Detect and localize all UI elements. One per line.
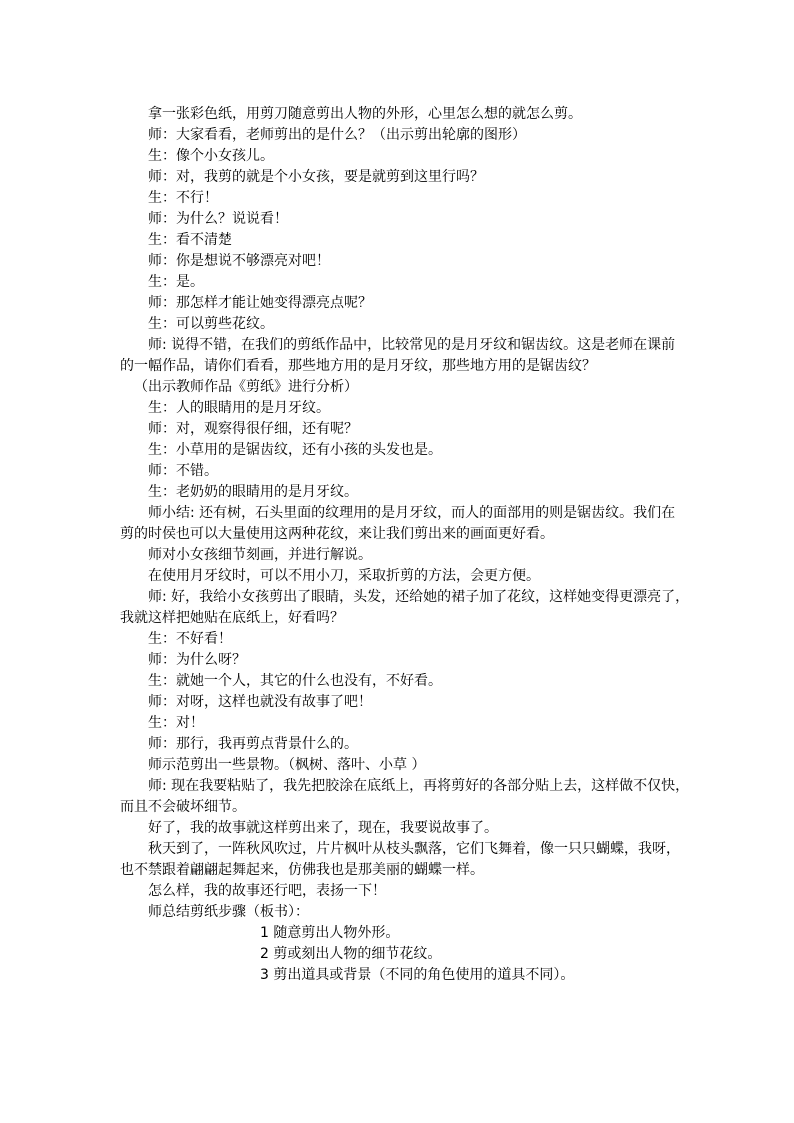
dialogue-line: 师：为什么？说说看！ — [148, 211, 288, 227]
dialogue-line: 生：看不清楚 — [148, 232, 232, 248]
narration-line: 怎么样，我的故事还行吧，表扬一下！ — [148, 883, 386, 899]
paragraph-continuation-line: 而且不会破坏细节。 — [120, 799, 246, 815]
dialogue-line: 生：不行！ — [148, 190, 218, 206]
dialogue-line: 师：那怎样才能让她变得漂亮点呢？ — [148, 295, 372, 311]
intro-line: 拿一张彩色纸，用剪刀随意剪出人物的外形，心里怎么想的就怎么剪。 — [148, 106, 582, 122]
dialogue-line: 师：对，我剪的就是个小女孩，要是就剪到这里行吗？ — [148, 169, 484, 185]
paragraph-first-line: 秋天到了，一阵秋风吹过，片片枫叶从枝头飘落，它们飞舞着，像一只只蝴蝶，我呀， — [148, 841, 680, 857]
step-item: 3 剪出道具或背景（不同的角色使用的道具不同）。 — [260, 967, 575, 983]
lesson-transcript — [120, 104, 690, 986]
dialogue-line: 生：对！ — [148, 715, 204, 731]
paragraph-first-line: 师: 现在我要粘贴了，我先把胶涂在底纸上，再将剪好的各部分贴上去，这样做不仅快， — [148, 778, 690, 794]
narration-line: 师示范剪出一些景物。（枫树、落叶、小草 ） — [148, 757, 426, 773]
analysis-note: （出示教师作品《剪纸》进行分析） — [134, 379, 358, 395]
dialogue-line: 生：可以剪些花纹。 — [148, 316, 274, 332]
step-item: 1 随意剪出人物外形。 — [260, 925, 400, 941]
dialogue-line: 师：那行，我再剪点背景什么的。 — [148, 736, 358, 752]
paragraph-first-line: 师: 说得不错，在我们的剪纸作品中，比较常见的是月牙纹和锯齿纹。这是老师在课前 — [148, 337, 676, 353]
step-item: 2 剪或刻出人物的细节花纹。 — [260, 946, 442, 962]
dialogue-line: 生：是。 — [148, 274, 204, 290]
dialogue-line: 生：不好看！ — [148, 631, 232, 647]
dialogue-line: 师：对呀，这样也就没有故事了吧！ — [148, 694, 372, 710]
dialogue-line: 生：小草用的是锯齿纹，还有小孩的头发也是。 — [148, 442, 442, 458]
dialogue-line: 师：对，观察得很仔细，还有呢？ — [148, 421, 358, 437]
narration-line: 在使用月牙纹时，可以不用小刀，采取折剪的方法，会更方便。 — [148, 568, 540, 584]
paragraph-continuation-line: 我就这样把她贴在底纸上，好看吗？ — [120, 610, 344, 626]
dialogue-line: 生：老奶奶的眼睛用的是月牙纹。 — [148, 484, 358, 500]
paragraph-continuation-line: 剪的时侯也可以大量使用这两种花纹，来让我们剪出来的画面更好看。 — [120, 526, 554, 542]
paragraph-first-line: 师小结: 还有树，石头里面的纹理用的是月牙纹，而人的面部用的则是锯齿纹。我们在 — [148, 505, 676, 521]
dialogue-line: 生：像个小女孩儿。 — [148, 148, 274, 164]
paragraph-first-line: 师: 好，我给小女孩剪出了眼睛，头发，还给她的裙子加了花纹，这样她变得更漂亮了， — [148, 589, 690, 605]
paragraph-continuation-line: 的一幅作品，请你们看看，那些地方用的是月牙纹，那些地方用的是锯齿纹？ — [120, 358, 596, 374]
dialogue-line: 生：人的眼睛用的是月牙纹。 — [148, 400, 330, 416]
paragraph-continuation-line: 也不禁跟着翩翩起舞起来，仿佛我也是那美丽的蝴蝶一样。 — [120, 862, 484, 878]
narration-line: 师对小女孩细节刻画，并进行解说。 — [148, 547, 372, 563]
dialogue-line: 生：就她一个人，其它的什么也没有，不好看。 — [148, 673, 442, 689]
dialogue-line: 师：为什么呀？ — [148, 652, 246, 668]
dialogue-line: 师：大家看看，老师剪出的是什么？（出示剪出轮廓的图形） — [148, 127, 526, 143]
dialogue-line: 师：你是想说不够漂亮对吧！ — [148, 253, 330, 269]
narration-line: 好了，我的故事就这样剪出来了，现在，我要说故事了。 — [148, 820, 498, 836]
summary-heading: 师总结剪纸步骤（板书）： — [148, 904, 309, 920]
dialogue-line: 师：不错。 — [148, 463, 218, 479]
